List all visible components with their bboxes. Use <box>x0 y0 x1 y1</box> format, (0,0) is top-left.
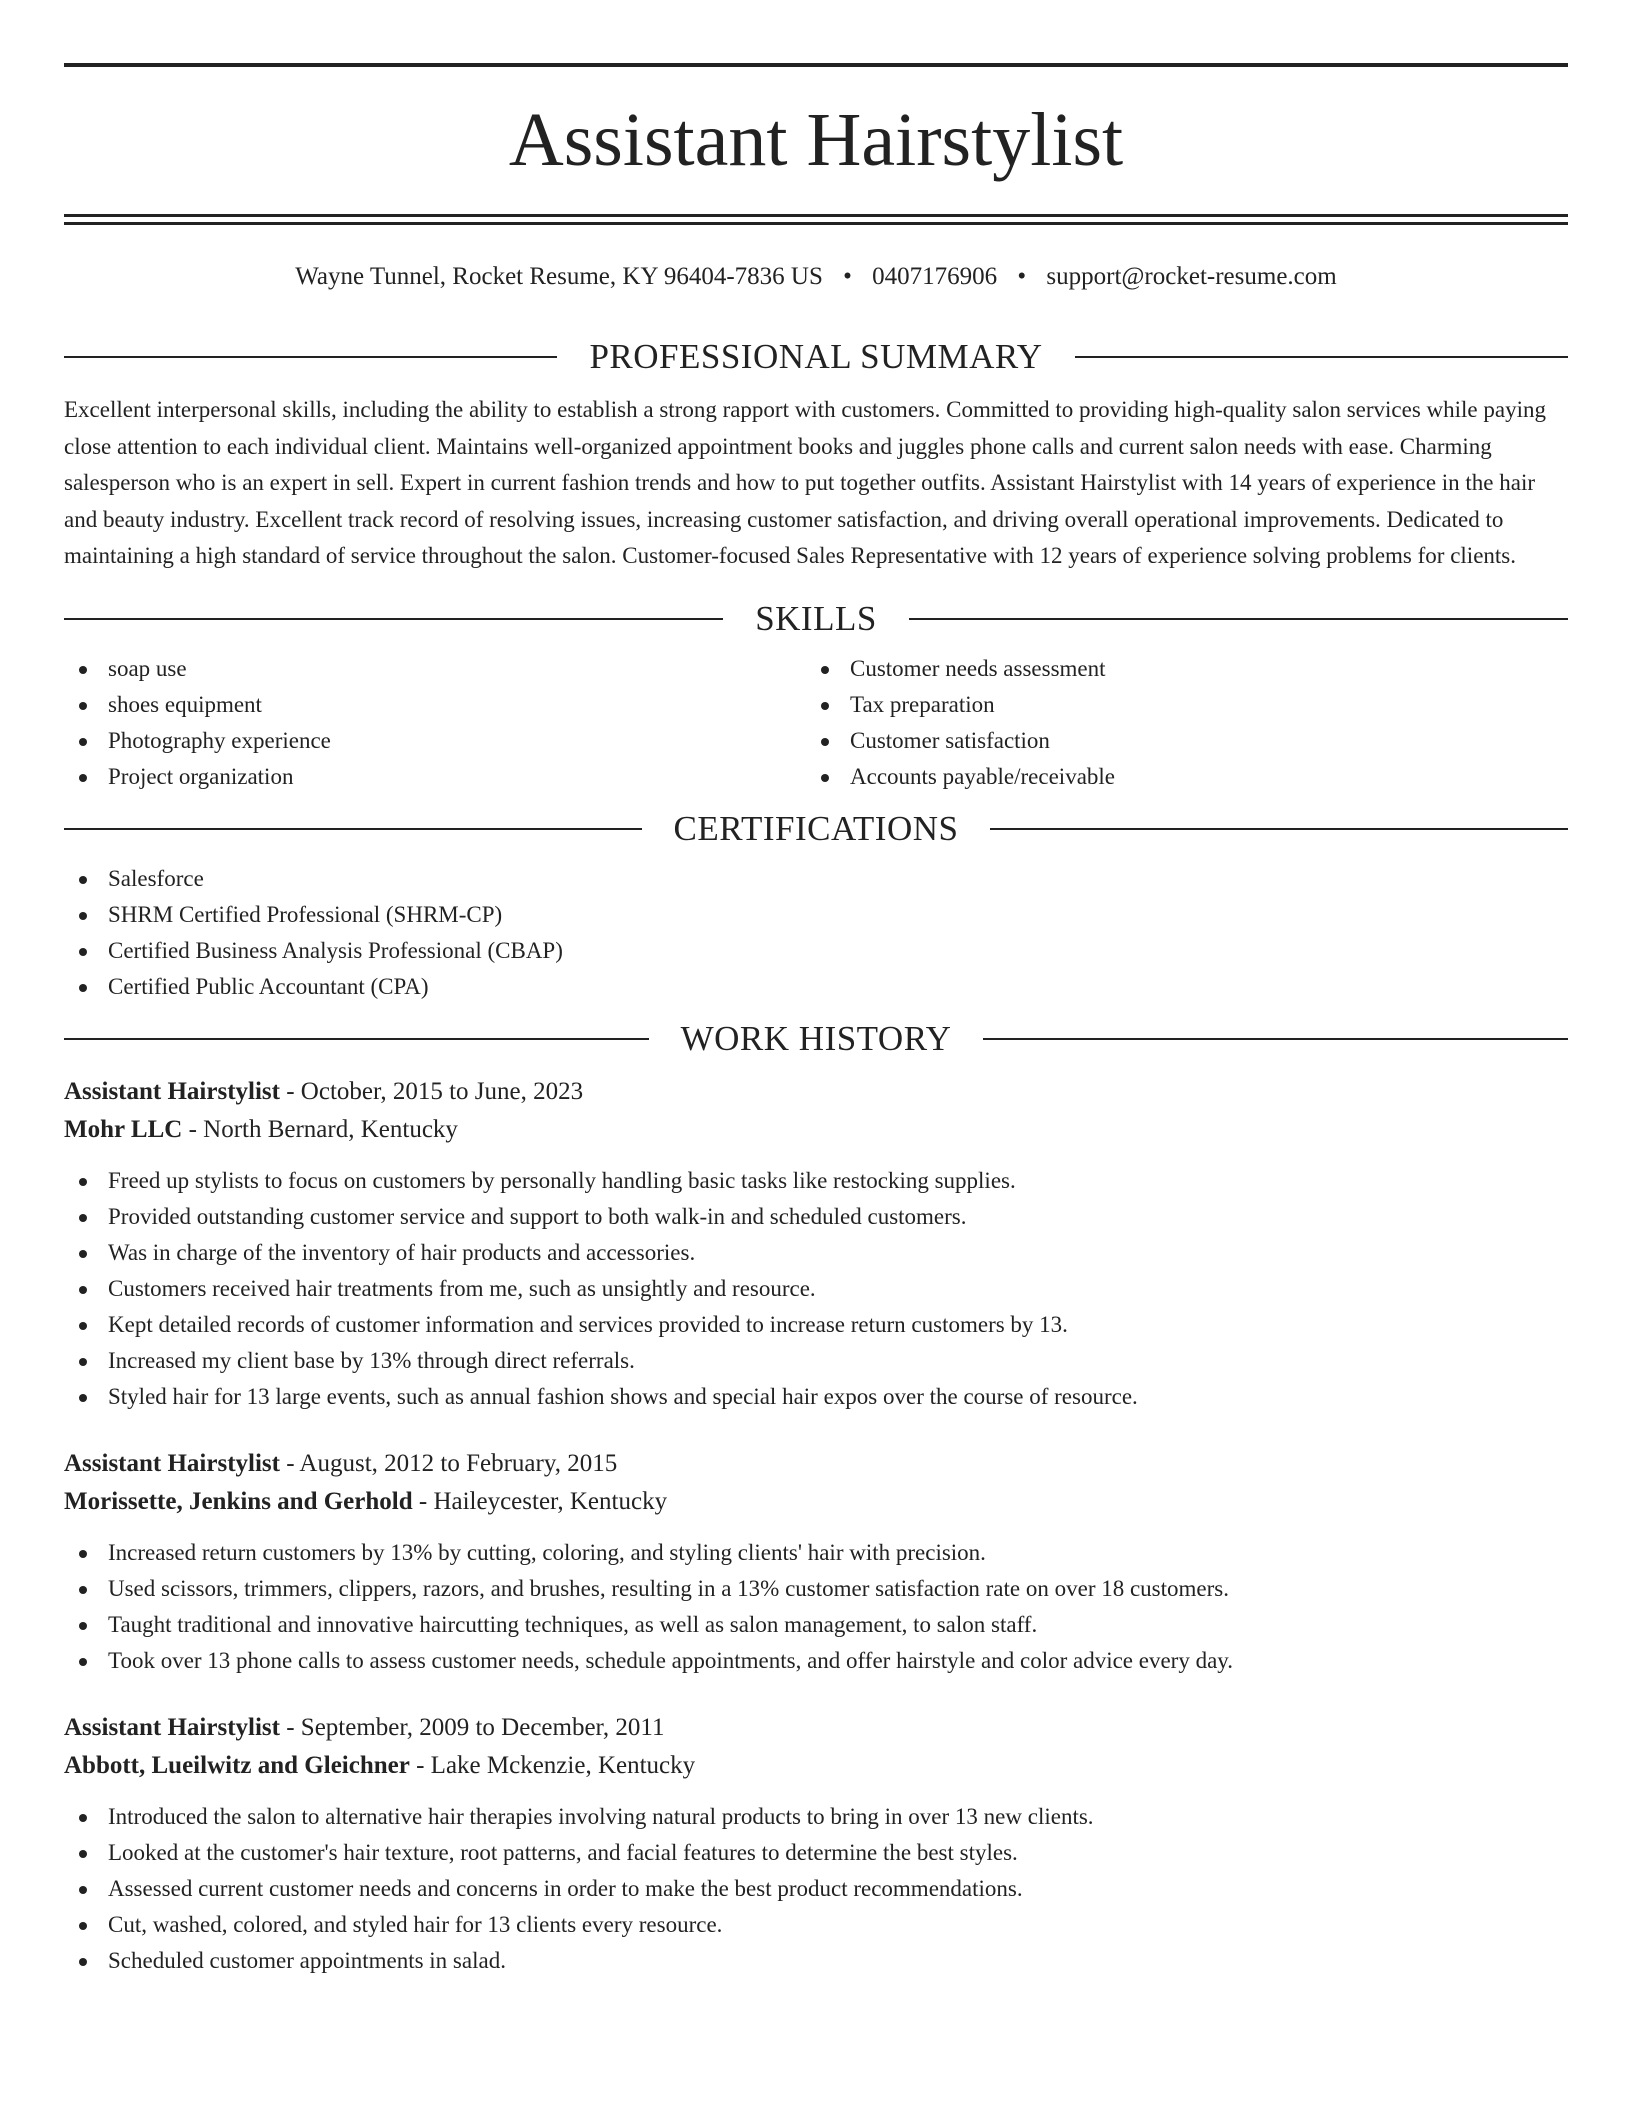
certification-item: SHRM Certified Professional (SHRM-CP) <box>64 897 1568 933</box>
certification-item: Salesforce <box>64 861 1568 897</box>
job-duty: Looked at the customer's hair texture, root patterns, and facial features to determine the best styles. <box>64 1835 1568 1871</box>
job-location: - Haileycester, Kentucky <box>418 1487 668 1515</box>
heading-rule <box>64 1038 649 1040</box>
job-company: Morissette, Jenkins and Gerhold <box>64 1487 413 1515</box>
job-duties <box>64 1799 1568 1979</box>
heading-rule <box>990 828 1568 830</box>
job-entry <box>64 1709 1568 1979</box>
job-duty: Assessed current customer needs and concerns in order to make the best product recommendations. <box>64 1871 1568 1907</box>
work-section-heading <box>64 1019 1568 1059</box>
skills-list-left <box>64 651 806 795</box>
summary-heading: PROFESSIONAL SUMMARY <box>589 337 1043 376</box>
skills-list-right <box>806 651 1548 795</box>
job-dates: - August, 2012 to February, 2015 <box>286 1449 618 1477</box>
summary-text: Excellent interpersonal skills, including the ability to establish a strong rapport with customers. Committed to providing high-quality salon services while paying close attention to each individual client. Maintains well-organized appointment books and juggles phone calls and current salon needs with ease. Charming salesperson who is an expert in sell. Expert in current fashion trends and how to put together outfits. Assistant Hairstylist with 14 years of experience in the hair and beauty industry. Excellent track record of resolving issues, increasing customer satisfaction, and driving overall operational improvements. Dedicated to maintaining a high standard of service throughout the salon. Customer-focused Sales Representative with 12 years of experience solving problems for clients. <box>64 397 1546 568</box>
job-company-line <box>64 1483 1568 1521</box>
job-duty: Freed up stylists to focus on customers by personally handling basic tasks like restocking supplies. <box>64 1163 1568 1199</box>
heading-rule <box>983 1038 1568 1040</box>
job-dates: - October, 2015 to June, 2023 <box>286 1077 584 1105</box>
job-title-line <box>64 1445 1568 1483</box>
heading-rule <box>909 618 1568 620</box>
job-duty: Introduced the salon to alternative hair therapies involving natural products to bring in over 13 new clients. <box>64 1799 1568 1835</box>
job-company-line <box>64 1747 1568 1785</box>
job-duty: Used scissors, trimmers, clippers, razors, and brushes, resulting in a 13% customer satisfaction rate on over 18 customers. <box>64 1571 1568 1607</box>
heading-rule <box>64 618 723 620</box>
certifications-heading: CERTIFICATIONS <box>673 808 959 848</box>
heading-rule <box>64 356 557 358</box>
job-duty: Styled hair for 13 large events, such as annual fashion shows and special hair expos over the course of resource. <box>64 1379 1568 1415</box>
skill-item: Accounts payable/receivable <box>806 759 1548 795</box>
skill-item: Project organization <box>64 759 806 795</box>
contact-separator: • <box>843 263 852 290</box>
job-duty: Was in charge of the inventory of hair products and accessories. <box>64 1235 1568 1271</box>
job-duty: Customers received hair treatments from me, such as unsightly and resource. <box>64 1271 1568 1307</box>
skill-item: Photography experience <box>64 723 806 759</box>
skill-item: soap use <box>64 651 806 687</box>
job-entry <box>64 1445 1568 1679</box>
certification-item: Certified Public Accountant (CPA) <box>64 969 1568 1005</box>
skill-item: Customer needs assessment <box>806 651 1548 687</box>
contact-phone: 0407176906 <box>872 263 998 290</box>
job-title: Assistant Hairstylist <box>64 1713 280 1741</box>
job-duty: Took over 13 phone calls to assess customer needs, schedule appointments, and offer hairstyle and color advice every day. <box>64 1643 1568 1679</box>
double-rule <box>64 214 1568 225</box>
job-duty: Taught traditional and innovative haircutting techniques, as well as salon management, to salon staff. <box>64 1607 1568 1643</box>
contact-line <box>64 262 1568 292</box>
job-title: Assistant Hairstylist <box>64 1449 280 1477</box>
job-duty: Increased my client base by 13% through direct referrals. <box>64 1343 1568 1379</box>
job-company-line <box>64 1111 1568 1149</box>
contact-separator: • <box>1017 263 1027 290</box>
heading-rule <box>1075 356 1568 358</box>
job-duty: Provided outstanding customer service and support to both walk-in and scheduled customers. <box>64 1199 1568 1235</box>
contact-address: Wayne Tunnel, Rocket Resume, KY 96404-7836 US <box>295 263 823 290</box>
certifications-list <box>64 861 1568 1005</box>
job-title-line <box>64 1073 1568 1111</box>
job-location: - Lake Mckenzie, Kentucky <box>416 1751 696 1779</box>
job-company: Abbott, Lueilwitz and Gleichner <box>64 1751 410 1779</box>
job-duties <box>64 1535 1568 1679</box>
job-duty: Increased return customers by 13% by cutting, coloring, and styling clients' hair with precision. <box>64 1535 1568 1571</box>
job-company: Mohr LLC <box>64 1115 183 1143</box>
resume-name: Assistant Hairstylist <box>508 98 1124 182</box>
job-title-line <box>64 1709 1568 1747</box>
skill-item: shoes equipment <box>64 687 806 723</box>
job-duty: Cut, washed, colored, and styled hair for 13 clients every resource. <box>64 1907 1568 1943</box>
job-dates: - September, 2009 to December, 2011 <box>286 1713 665 1741</box>
job-duty: Scheduled customer appointments in salad. <box>64 1943 1568 1979</box>
skills-grid <box>64 651 1568 795</box>
job-entry <box>64 1073 1568 1415</box>
job-location: - North Bernard, Kentucky <box>188 1115 458 1143</box>
skills-section-heading <box>64 599 1568 639</box>
job-title: Assistant Hairstylist <box>64 1077 280 1105</box>
certification-item: Certified Business Analysis Professional (CBAP) <box>64 933 1568 969</box>
contact-email: support@rocket-resume.com <box>1046 263 1337 290</box>
top-rule <box>64 63 1568 67</box>
work-heading: WORK HISTORY <box>680 1018 952 1058</box>
skills-heading: SKILLS <box>755 598 877 638</box>
job-duties <box>64 1163 1568 1415</box>
heading-rule <box>64 828 642 830</box>
certifications-section-heading <box>64 809 1568 849</box>
summary-section-heading <box>64 337 1568 377</box>
skill-item: Customer satisfaction <box>806 723 1548 759</box>
job-duty: Kept detailed records of customer information and services provided to increase return customers by 13. <box>64 1307 1568 1343</box>
skill-item: Tax preparation <box>806 687 1548 723</box>
